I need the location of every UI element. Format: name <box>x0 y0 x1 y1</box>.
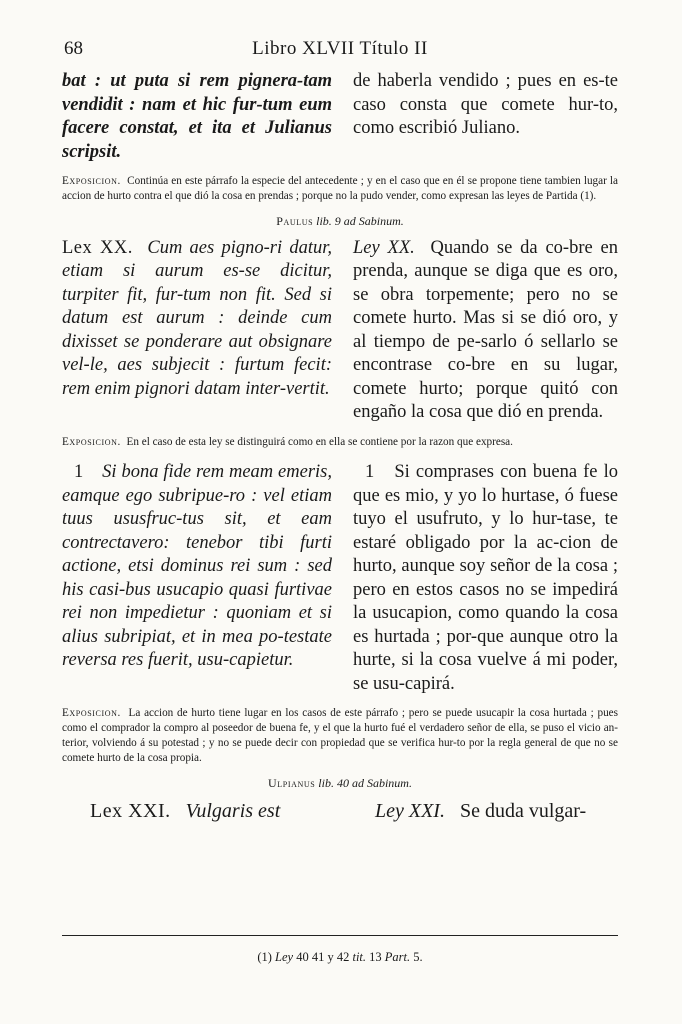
paragraph-1-spanish <box>353 461 618 696</box>
page-header <box>62 38 618 70</box>
source-attribution-2 <box>62 776 618 791</box>
ley-text: Se duda vulgar- <box>459 799 587 822</box>
paragraph-text: Si bona fide rem meam emeris, eamque ego subripue-ro : vel etiam tuus ususfruc-tus sit, et eam contrectavero: tenebor tibi furti actione, etsi dominus rei sum : sed his casi-bus usucapio quasi furtivae rei non impedietur : quoniam et si alius subripiat, et in mea po-testate reversa res fuerit, usu-capietur. <box>62 462 333 671</box>
attribution-author: Paulus <box>276 213 314 228</box>
exposicion-label: Exposicion. <box>62 175 121 187</box>
exposicion-text: La accion de hurto tiene lugar en los casos de este párrafo ; pero se puede usucapir la cosa hurtada ; pues como el comprador la compro al poseedor de buena fe, y el que la hurto fué el verdadero señor de ella, se puso el vicio an-terior, volviendo á su potestad ; y no se puede decir con propiedad que se verifica hur-to por la regla general de que no se comete hurto de la cosa propia. <box>62 707 618 764</box>
attribution-work: lib. 40 ad Sabinum. <box>318 775 412 790</box>
attribution-work: lib. 9 ad Sabinum. <box>316 213 404 228</box>
paragraph-number: 1 <box>365 462 375 483</box>
lex-21-latin <box>62 799 332 823</box>
exposicion-label: Exposicion. <box>62 435 121 448</box>
top-continuation <box>62 70 618 164</box>
paragraph-1 <box>62 461 618 696</box>
exposicion-label: Exposicion. <box>62 707 121 720</box>
footnote-part-num: 5. <box>413 950 423 964</box>
lex-heading: Lex XXI. <box>90 799 171 822</box>
lex-text: Cum aes pigno-ri datur, etiam si aurum es-se dicitur, turpiter fit, fur-tum non fit. Sed si datum est aurum : deinde cum dixisset se ponderare aut obsignare vel-le, aes subjecit : furtum fecit: rem enim pignori datam inter-vertit. <box>62 237 333 399</box>
running-title: Libro XLVII Título II <box>252 38 428 59</box>
footnote-part: Part. <box>384 950 411 964</box>
latin-continuation: bat : ut puta si rem pignera-tam vendidit : nam et hic fur-tum eum facere constat, et ita et Julianus scripsit. <box>62 71 332 162</box>
footnote-ref: Ley <box>275 950 294 964</box>
ley-21-spanish <box>353 799 618 823</box>
lex-20-latin <box>62 237 332 425</box>
ley-heading: Ley XX. <box>353 237 415 258</box>
footnote-marker: (1) <box>257 950 272 964</box>
exposicion-2 <box>62 435 618 450</box>
ley-heading: Ley XXI. <box>375 799 445 822</box>
source-attribution-1 <box>62 214 618 229</box>
ley-20-spanish <box>353 237 618 425</box>
footnote-tit: tit. <box>352 950 367 964</box>
lex-21 <box>62 799 618 823</box>
lex-heading: Lex XX. <box>62 237 133 258</box>
paragraph-1-latin <box>62 461 332 696</box>
ley-text: Quando se da co-bre en prenda, aunque se diga que es oro, se obra torpemente; pero no se comete hurto. Mas si se dió oro, y al tiempo de pe-sarlo ó sellarlo se encontrase co-bre en su lugar, comete hurto; porque quitó con engaño la cosa que dió en prenda. <box>353 237 618 423</box>
spanish-continuation: de haberla vendido ; pues en es-te caso consta que comete hur-to, como escribió Juliano. <box>353 71 618 138</box>
lex-text: Vulgaris est <box>185 799 281 822</box>
exposicion-text: Continúa en este párrafo la especie del antecedente ; y en el caso que en él se propone tiene tambien lugar la accion de hurto contra el que dió la cosa en prendas ; porque no la pudo vender, como expresan las leyes de Partida (1). <box>62 175 619 202</box>
paragraph-number: 1 <box>74 462 84 483</box>
lex-20 <box>62 237 618 425</box>
page-number: 68 <box>64 38 83 59</box>
exposicion-text: En el caso de esta ley se distinguirá como en ella se contiene por la razon que expresa. <box>126 435 513 448</box>
attribution-author: Ulpianus <box>268 775 316 790</box>
exposicion-3 <box>62 706 618 765</box>
paragraph-text: Si comprases con buena fe lo que es mio, y yo lo hurtase, ó fuese tuyo el usufruto, y lo hur-tase, te estaré obligado por la ac-cion de hurto, aunque soy señor de la cosa ; pero en estos casos no se impedirá la usucapion, como quando la cosa es hurtada ; por-que aunque otro la hurte, si la cosa vuelve á mi poder, se usu-capirá. <box>353 462 618 694</box>
exposicion-1 <box>62 174 618 204</box>
footnote-tit-num: 13 <box>369 950 382 964</box>
footnote-numbers: 40 41 y 42 <box>296 950 350 964</box>
footnote <box>62 950 618 965</box>
page <box>62 38 618 823</box>
footnote-rule <box>62 935 618 936</box>
